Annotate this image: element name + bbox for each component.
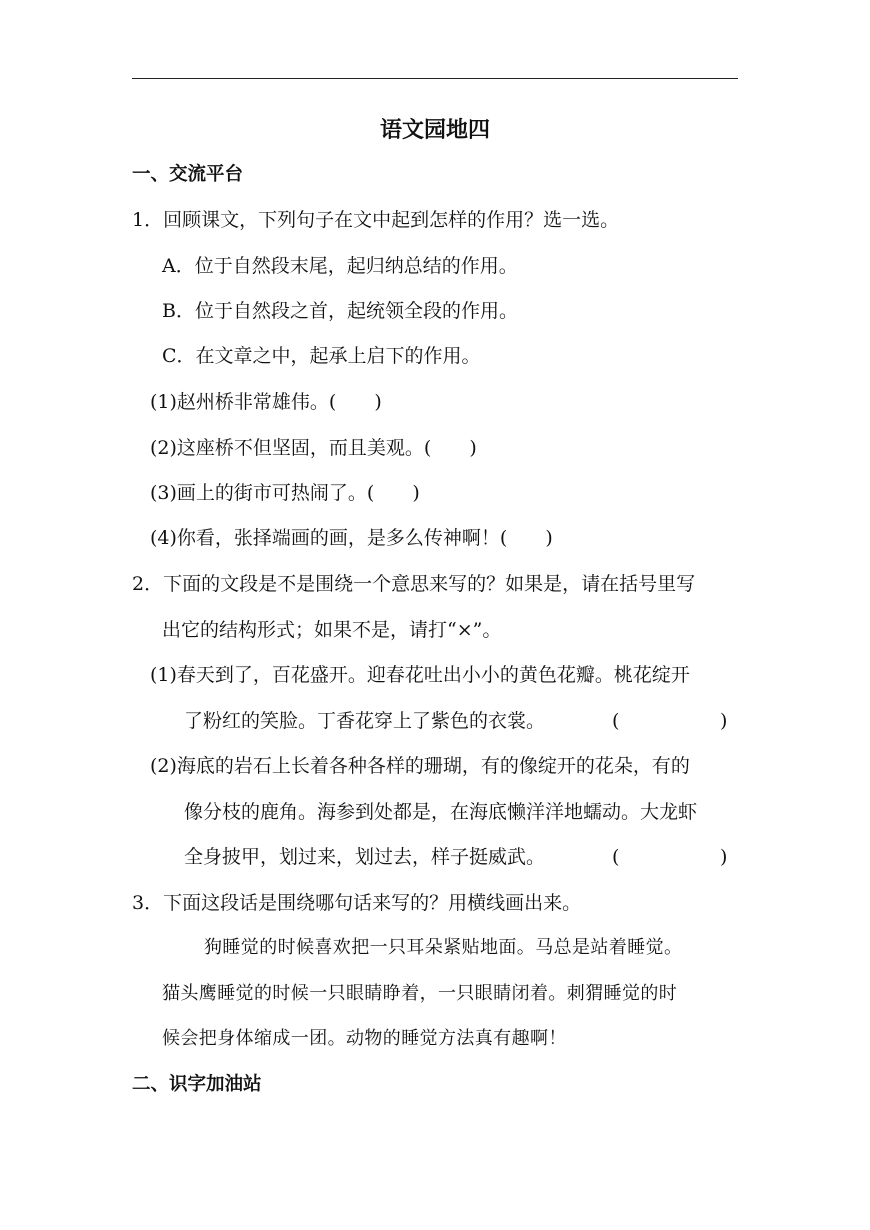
- q2-prompt-line1: 2．下面的文段是不是围绕一个意思来写的？如果是，请在括号里写: [132, 573, 696, 595]
- q1-option-c: C．在文章之中，起承上启下的作用。: [162, 345, 481, 367]
- q2-item1-line1: (1)春天到了，百花盛开。迎春花吐出小小的黄色花瓣。桃花绽开: [150, 664, 690, 686]
- section1-heading: 一、交流平台: [132, 164, 244, 185]
- q2-item2-answer-close[interactable]: ): [720, 846, 728, 868]
- q2-item1-line2: 了粉红的笑脸。丁香花穿上了紫色的衣裳。: [184, 710, 546, 732]
- q1-item-3[interactable]: (3)画上的街市可热闹了。( ): [150, 482, 420, 504]
- q1-prompt: 1．回顾课文，下列句子在文中起到怎样的作用？选一选。: [132, 209, 620, 231]
- q3-passage-line3[interactable]: 候会把身体缩成一团。动物的睡觉方法真有趣啊！: [162, 1028, 567, 1049]
- q1-option-b: B．位于自然段之首，起统领全段的作用。: [162, 300, 518, 322]
- q2-item1-answer-open[interactable]: (: [612, 710, 620, 732]
- page-title: 语文园地四: [379, 117, 490, 143]
- q1-item-4[interactable]: (4)你看，张择端画的画，是多么传神啊！( ): [150, 527, 553, 549]
- section2-heading: 二、识字加油站: [132, 1074, 262, 1095]
- q2-item2-line2: 像分枝的鹿角。海参到处都是，在海底懒洋洋地蠕动。大龙虾: [184, 801, 698, 823]
- q3-prompt: 3．下面这段话是围绕哪句话来写的？用横线画出来。: [132, 892, 582, 914]
- q3-passage-line1[interactable]: 狗睡觉的时候喜欢把一只耳朵紧贴地面。马总是站着睡觉。: [204, 937, 683, 958]
- q2-item2-line1: (2)海底的岩石上长着各种各样的珊瑚，有的像绽开的花朵，有的: [150, 755, 690, 777]
- q1-item-2[interactable]: (2)这座桥不但坚固，而且美观。( ): [150, 437, 477, 459]
- q3-passage-line2[interactable]: 猫头鹰睡觉的时候一只眼睛睁着，一只眼睛闭着。刺猬睡觉的时: [162, 983, 678, 1004]
- q2-item2-answer-open[interactable]: (: [612, 846, 620, 868]
- q2-prompt-line2: 出它的结构形式；如果不是，请打“×”。: [162, 619, 502, 641]
- q1-option-a: A．位于自然段末尾，起归纳总结的作用。: [162, 255, 518, 277]
- top-rule: [132, 78, 738, 79]
- q2-item1-answer-close[interactable]: ): [720, 710, 728, 732]
- q2-item2-line3: 全身披甲，划过来，划过去，样子挺威武。: [184, 846, 546, 868]
- q1-item-1[interactable]: (1)赵州桥非常雄伟。( ): [150, 391, 382, 413]
